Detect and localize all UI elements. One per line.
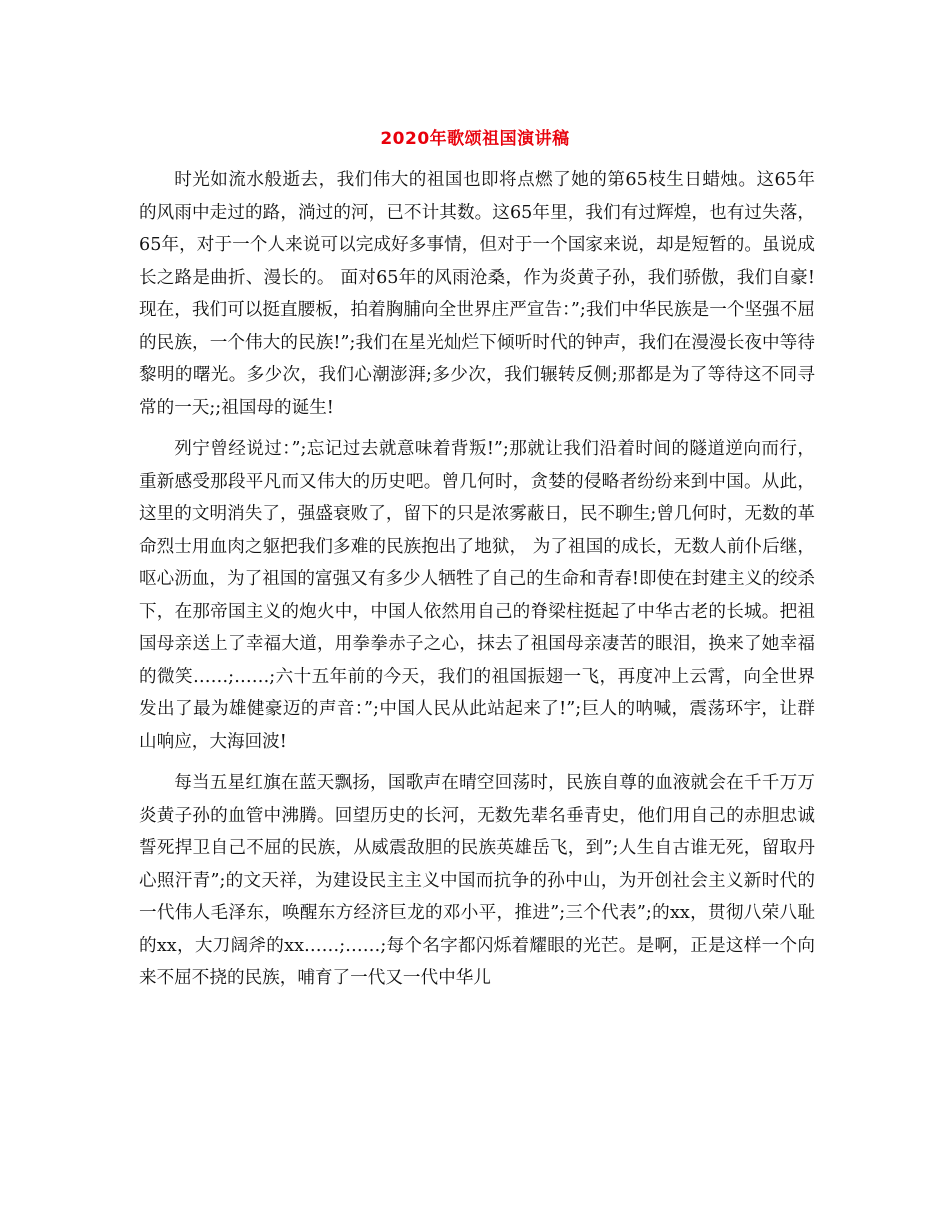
document-title: 2020年歌颂祖国演讲稿 [380, 129, 570, 149]
paragraph-2: 列宁曾经说过：”;忘记过去就意味着背叛!”;那就让我们沿着时间的隧道逆向而行，重新感受那段平凡而又伟大的历史吧。曾几何时，贪婪的侵略者纷纷来到中国。从此，这里的文明消失了，强盛衰败了，留下的只是浓雾蔽日，民不聊生;曾几何时，无数的革命烈士用血肉之躯把我们多难的民族抱出了地狱， 为了祖国的成长，无数人前仆后继，呕心沥血，为了祖国的富强又有多少人牺牲了自己的生命和青春!即使在封建主义的绞杀下，在那帝国主义的炮火中，中国人依然用自己的脊梁柱挺起了中华古老的长城。把祖国母亲送上了幸福大道，用拳拳赤子之心，抹去了祖国母亲凄苦的眼泪，换来了她幸福的微笑……;……;六十五年前的今天，我们的祖国振翅一飞，再度冲上云霄，向全世界发出了最为雄健豪迈的声音：”;中国人民从此站起来了!”;巨人的呐喊，震荡环宇，让群山响应，大海回波! [139, 439, 815, 752]
document-body [139, 164, 815, 1004]
paragraph-1: 时光如流水般逝去，我们伟大的祖国也即将点燃了她的第65枝生日蜡烛。这65年的风雨中走过的路，淌过的河，已不计其数。这65年里，我们有过辉煌，也有过失落，65年，对于一个人来说可以完成好多事情，但对于一个国家来说，却是短暂的。虽说成长之路是曲折、漫长的。 面对65年的风雨沧桑，作为炎黄子孙，我们骄傲，我们自豪!现在，我们可以挺直腰板，拍着胸脯向全世界庄严宣告：”;我们中华民族是一个坚强不屈的民族，一个伟大的民族!”;我们在星光灿烂下倾听时代的钟声，我们在漫漫长夜中等待黎明的曙光。多少次，我们心潮澎湃;多少次，我们辗转反侧;那都是为了等待这不同寻常的一天;;祖国母的诞生! [139, 170, 815, 418]
paragraph-3: 每当五星红旗在蓝天飘扬，国歌声在晴空回荡时，民族自尊的血液就会在千千万万炎黄子孙的血管中沸腾。回望历史的长河，无数先辈名垂青史，他们用自己的赤胆忠诚誓死捍卫自己不屈的民族，从威震敌胆的民族英雄岳飞，到”;人生自古谁无死，留取丹心照汗青”;的文天祥，为建设民主主义中国而抗争的孙中山，为开创社会主义新时代的一代伟人毛泽东，唤醒东方经济巨龙的邓小平，推进”;三个代表”;的xx，贯彻八荣八耻的xx，大刀阔斧的xx……;……;每个名字都闪烁着耀眼的光芒。是啊，正是这样一个向来不屈不挠的民族，哺育了一代又一代中华儿 [139, 773, 815, 988]
